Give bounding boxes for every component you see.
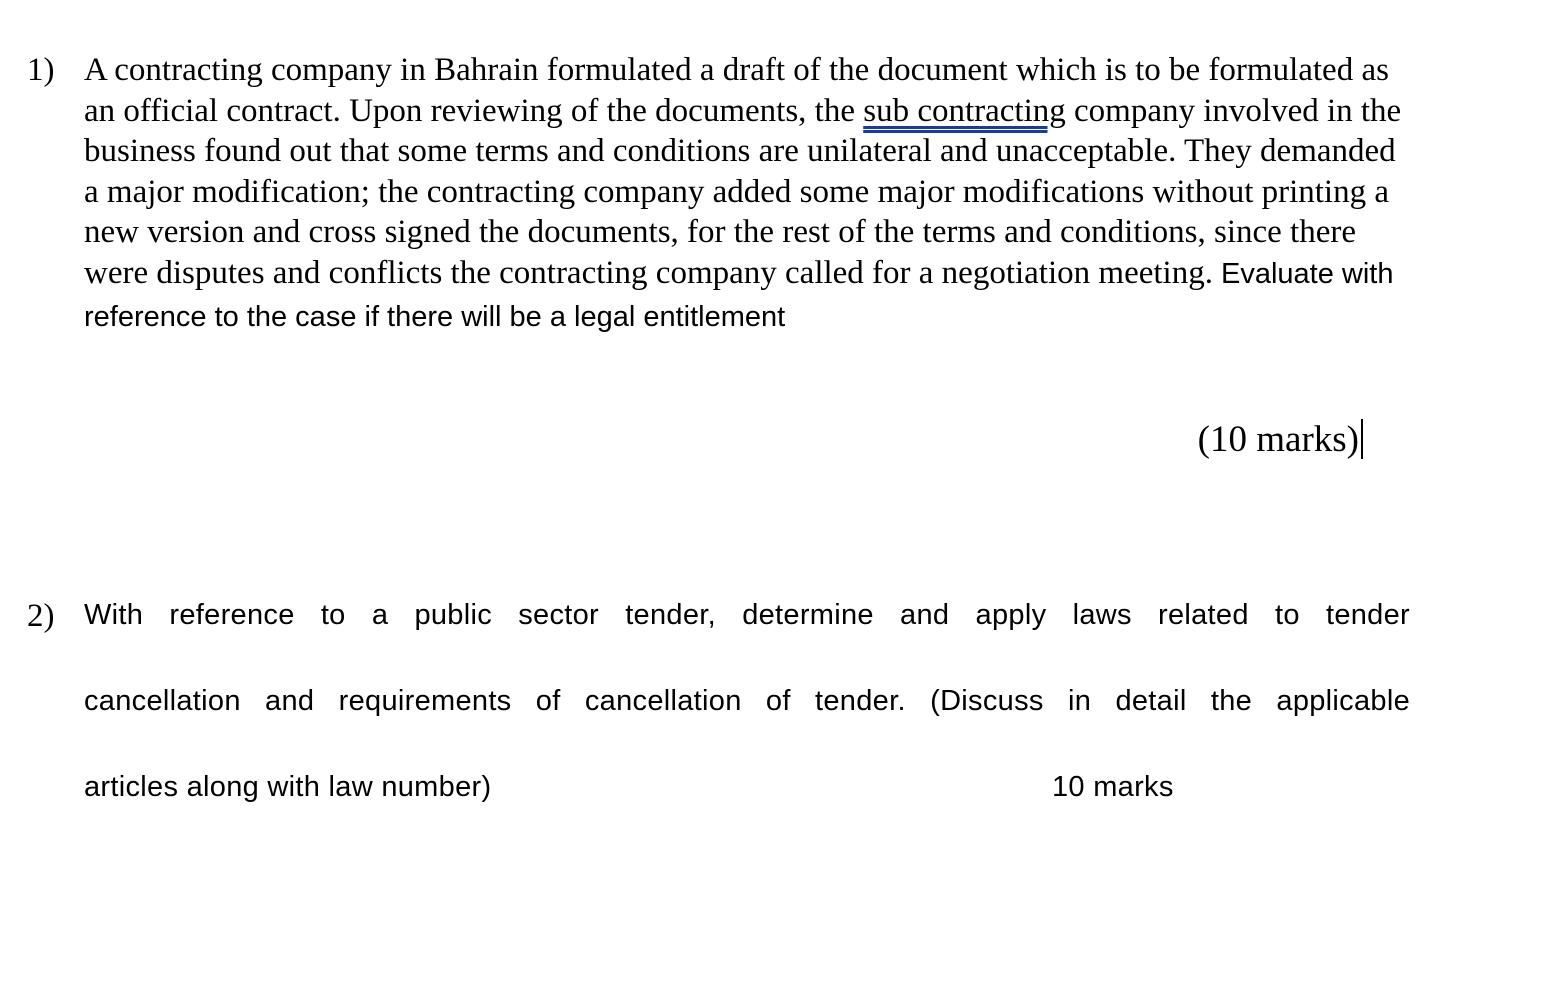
question-2-line-3: articles along with law number)	[84, 771, 492, 803]
spelling-flagged-phrase[interactable]: sub contracting	[863, 92, 1066, 129]
question-2-text[interactable]	[84, 594, 1410, 809]
question-2-line-1: With reference to a public sector tender, determine and apply laws related to tender	[84, 599, 1410, 631]
question-1-marks-label: (10 marks)	[1197, 419, 1359, 460]
question-1-text-part2: company involved in the business found out that some terms and conditions are unilateral and unacceptable. They demanded a major modification; the contracting company added some major modifications without printing a new version and cross signed the documents, for the rest of the terms and conditions, since there were disputes and conflicts the contracting company called for a negotiation meeting.	[84, 92, 1402, 291]
question-1-text-part1: A contracting company in Bahrain formulated a draft of the document which is to be formulated as an official contract. Upon reviewing of the documents, the	[84, 52, 1389, 129]
question-1-text-part3: Evaluate with reference to the case if there will be a legal entitlement	[84, 257, 1394, 333]
question-1-text[interactable]	[84, 50, 1409, 339]
question-1-number: 1)	[27, 52, 55, 88]
question-2-line-3-container	[84, 766, 1410, 809]
question-2-number: 2)	[27, 598, 55, 634]
question-2-marks: 10 marks	[1052, 771, 1174, 803]
question-2-line-2: cancellation and requirements of cancellation of tender. (Discuss in detail the applicable	[84, 685, 1410, 717]
text-cursor	[1361, 419, 1363, 459]
question-1-marks[interactable]	[1198, 418, 1363, 462]
